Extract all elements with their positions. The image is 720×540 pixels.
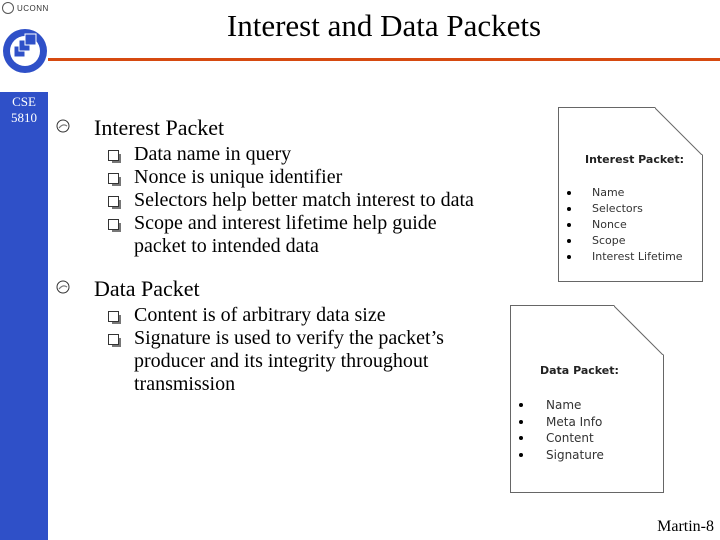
- list-item: [56, 327, 484, 396]
- data-packet-document: [510, 305, 664, 493]
- list-item: Selectors: [592, 201, 683, 217]
- square-bullet-icon: [108, 334, 119, 345]
- square-bullet-icon: [108, 311, 119, 322]
- square-bullet-icon: [108, 173, 119, 184]
- course-label: CSE 5810: [11, 94, 37, 125]
- document-field-list: [546, 397, 604, 463]
- list-item: Signature: [546, 447, 604, 464]
- list-item: [56, 304, 556, 327]
- sidebar: [0, 0, 48, 540]
- bullet-text: Signature is used to verify the packet’s producer and its integrity throughout transmission: [134, 327, 444, 395]
- list-item: Scope: [592, 233, 683, 249]
- sidebar-band: [0, 92, 48, 540]
- seal-icon: [2, 2, 14, 14]
- square-bullet-icon: [108, 219, 119, 230]
- university-name: UCONN: [17, 3, 49, 13]
- bullet-text: Nonce is unique identifier: [134, 166, 343, 188]
- bullet-text: Scope and interest lifetime help guide packet to intended data: [134, 212, 437, 257]
- section-data: [56, 276, 556, 302]
- list-item: Name: [592, 185, 683, 201]
- department-logo-icon: [2, 20, 48, 86]
- section-heading: Data Packet: [94, 276, 200, 301]
- document-field-list: [592, 185, 683, 265]
- bullet-circle-icon: [56, 280, 70, 294]
- uconn-logo: [2, 2, 49, 14]
- interest-packet-document: [558, 107, 703, 282]
- interest-bullets: [56, 143, 556, 258]
- bullet-text: Content is of arbitrary data size: [134, 304, 386, 326]
- document-title: Interest Packet:: [585, 153, 685, 166]
- list-item: Nonce: [592, 217, 683, 233]
- title-divider: [48, 58, 720, 61]
- list-item: [56, 143, 556, 166]
- folded-corner-icon: [655, 107, 703, 155]
- list-item: Meta Info: [546, 414, 604, 431]
- square-bullet-icon: [108, 150, 119, 161]
- square-bullet-icon: [108, 196, 119, 207]
- list-item: Content: [546, 430, 604, 447]
- bullet-text: Selectors help better match interest to data: [134, 189, 474, 211]
- bullet-circle-icon: [56, 119, 70, 133]
- data-bullets: [56, 304, 556, 396]
- folded-corner-icon: [614, 305, 664, 355]
- section-interest: [56, 115, 556, 141]
- list-item: [56, 166, 556, 189]
- document-title: Data Packet:: [540, 364, 619, 377]
- list-item: Name: [546, 397, 604, 414]
- slide-footer: Martin-8: [657, 518, 714, 535]
- section-heading: Interest Packet: [94, 115, 225, 140]
- list-item: [56, 212, 474, 258]
- slide-body: [56, 115, 556, 396]
- bullet-text: Data name in query: [134, 143, 292, 165]
- list-item: [56, 189, 556, 212]
- slide-title: Interest and Data Packets: [226, 8, 542, 43]
- list-item: Interest Lifetime: [592, 249, 683, 265]
